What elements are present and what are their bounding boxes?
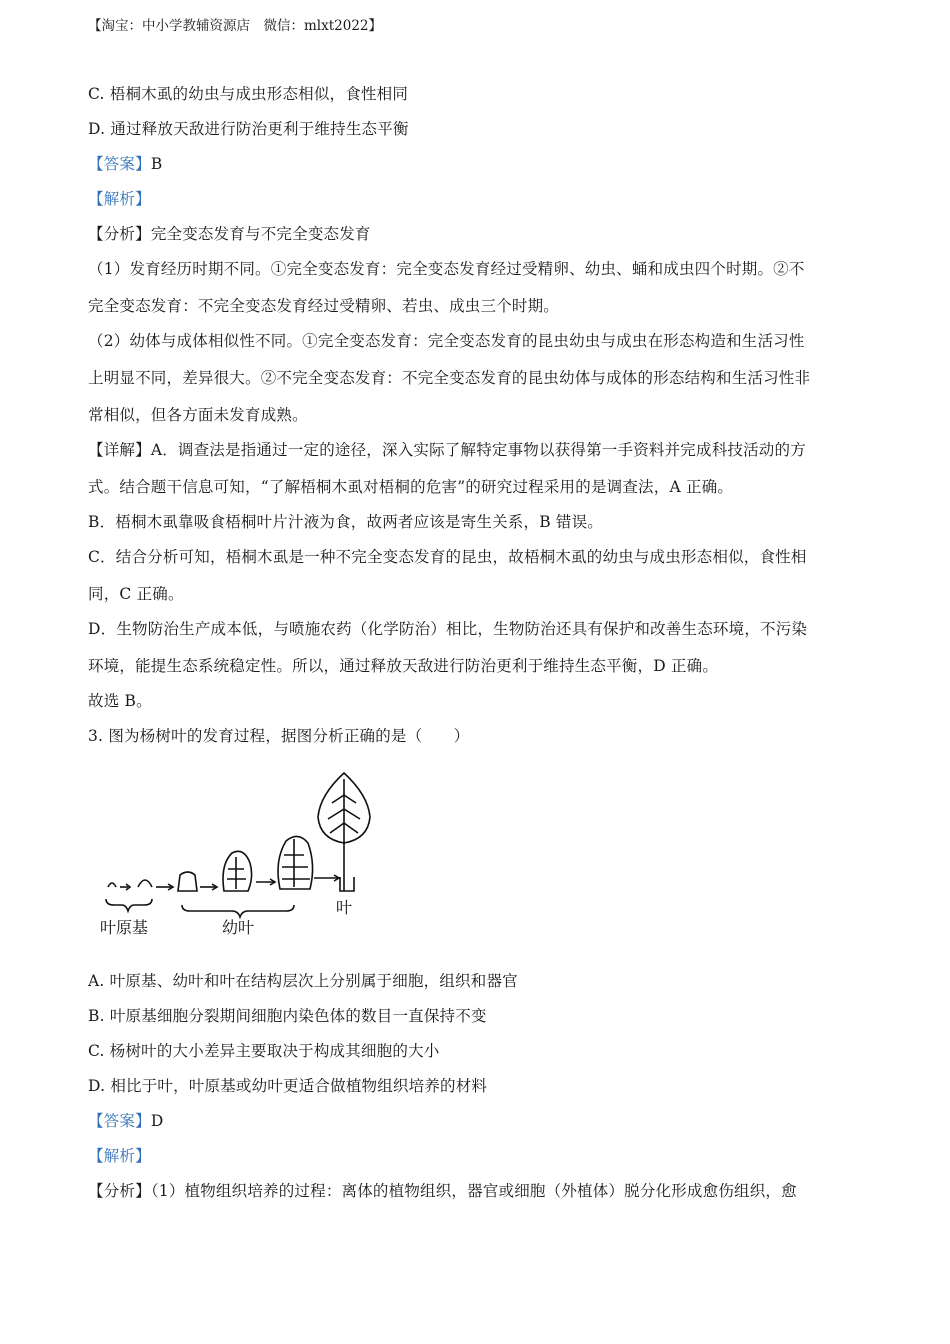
fenxi-tag: 【分析】 bbox=[88, 225, 151, 243]
fenxi-text: （1）植物组织培养的过程：离体的植物组织，器官或细胞（外植体）脱分化形成愈伤组织，愈 bbox=[150, 1182, 797, 1200]
q3-answer-line bbox=[88, 1109, 163, 1131]
q2-conclusion: 故选 B。 bbox=[88, 692, 152, 710]
q2-p1a: （1）发育经历时期不同。①完全变态发育：完全变态发育经过受精卵、幼虫、蛹和成虫四个时期。②不 bbox=[88, 260, 805, 278]
detail-tag: 【详解】 bbox=[88, 441, 151, 459]
answer-value: B bbox=[150, 155, 163, 173]
q2-option-d: D. 通过释放天敌进行防治更利于维持生态平衡 bbox=[88, 120, 409, 138]
page-header: 【淘宝：中小学教辅资源店 微信：mlxt2022】 bbox=[88, 18, 383, 34]
fenxi-text: 完全变态发育与不完全变态发育 bbox=[150, 225, 371, 243]
label-young-leaf: 幼叶 bbox=[222, 918, 255, 937]
q2-detail-d2: 环境，能提生态系统稳定性。所以，通过释放天敌进行防治更利于维持生态平衡，D 正确。 bbox=[88, 657, 719, 675]
q3-option-c: C. 杨树叶的大小差异主要取决于构成其细胞的大小 bbox=[88, 1042, 440, 1060]
young-leaf-2 bbox=[223, 851, 252, 891]
q3-option-b: B. 叶原基细胞分裂期间细胞内染色体的数目一直保持不变 bbox=[88, 1007, 487, 1025]
label-primordium: 叶原基 bbox=[100, 918, 149, 937]
young-leaf-3-veins bbox=[282, 839, 310, 887]
q2-detail-d1: D．生物防治生产成本低，与喷施农药（化学防治）相比，生物防治还具有保护和改善生态环境，不污染 bbox=[88, 620, 808, 638]
q2-p2c: 常相似，但各方面未发育成熟。 bbox=[88, 406, 308, 424]
primordium-shape-1 bbox=[108, 883, 116, 887]
q2-option-c: C. 梧桐木虱的幼虫与成虫形态相似，食性相同 bbox=[88, 85, 409, 103]
young-leaf-3 bbox=[278, 836, 313, 889]
q2-detail-a2: 式。结合题干信息可知，“了解梧桐木虱对梧桐的危害”的研究过程采用的是调查法，A 正确。 bbox=[88, 478, 734, 496]
q2-p2a: （2）幼体与成体相似性不同。①完全变态发育：完全变态发育的昆虫幼虫与成虫在形态构造和生活习性 bbox=[88, 332, 805, 350]
q2-answer-line bbox=[88, 152, 162, 174]
mature-leaf-base bbox=[340, 877, 354, 891]
q2-detail-b: B．梧桐木虱靠吸食梧桐叶片汁液为食，故两者应该是寄生关系，B 错误。 bbox=[88, 513, 604, 531]
detail-a1-text: A．调查法是指通过一定的途径，深入实际了解特定事物以获得第一手资料并完成科技活动的方 bbox=[150, 441, 806, 459]
q2-detail-c2: 同，C 正确。 bbox=[88, 585, 184, 603]
q3-option-a: A. 叶原基、幼叶和叶在结构层次上分别属于细胞，组织和器官 bbox=[88, 972, 518, 990]
primordium-bracket bbox=[106, 899, 152, 911]
answer-value: D bbox=[150, 1112, 164, 1130]
primordium-shape-2 bbox=[138, 880, 152, 887]
q3-option-d: D. 相比于叶，叶原基或幼叶更适合做植物组织培养的材料 bbox=[88, 1077, 488, 1095]
leaf-development-figure bbox=[100, 765, 380, 945]
answer-tag: 【答案】 bbox=[88, 155, 151, 173]
q2-detail-c1: C．结合分析可知，梧桐木虱是一种不完全变态发育的昆虫，故梧桐木虱的幼虫与成虫形态相似，食性相 bbox=[88, 548, 807, 566]
q2-p1b: 完全变态发育：不完全变态发育经过受精卵、若虫、成虫三个时期。 bbox=[88, 297, 560, 315]
q3-stem: 3. 图为杨树叶的发育过程，据图分析正确的是（ ） bbox=[88, 727, 470, 745]
q3-jiexi-tag: 【解析】 bbox=[88, 1147, 151, 1165]
q2-p2b: 上明显不同，差异很大。②不完全变态发育：不完全变态发育的昆虫幼体与成体的形态结构和生活习性非 bbox=[88, 369, 811, 387]
answer-tag: 【答案】 bbox=[88, 1112, 151, 1130]
label-leaf: 叶 bbox=[336, 898, 353, 917]
q3-fenxi-line bbox=[88, 1179, 797, 1201]
young-leaf-2-veins bbox=[227, 857, 246, 889]
q2-detail-a1 bbox=[88, 438, 806, 460]
young-leaf-bracket bbox=[182, 905, 294, 917]
young-leaf-1 bbox=[178, 872, 197, 891]
q2-fenxi-line bbox=[88, 222, 371, 244]
fenxi-tag: 【分析】 bbox=[88, 1182, 151, 1200]
leaf-development-diagram bbox=[100, 765, 380, 945]
q2-jiexi-tag: 【解析】 bbox=[88, 190, 151, 208]
